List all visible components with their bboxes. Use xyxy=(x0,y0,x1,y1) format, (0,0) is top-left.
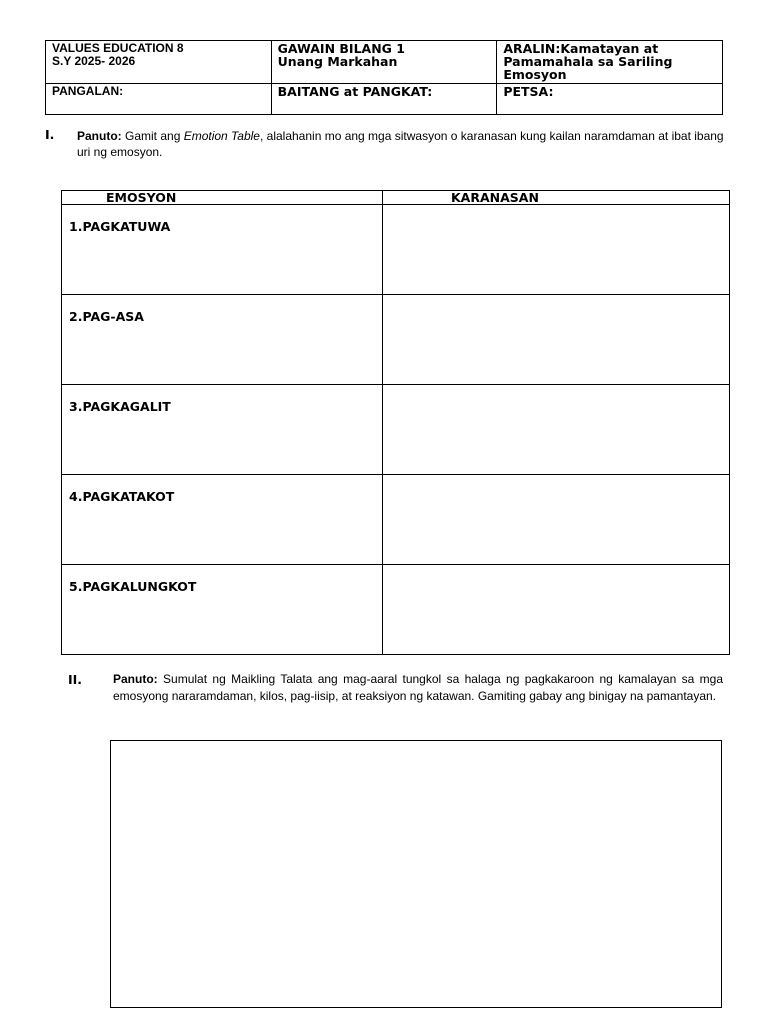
section-1-emphasis: Emotion Table xyxy=(183,129,260,143)
lesson-line-2: Pamamahala sa Sariling xyxy=(503,54,673,69)
grade-section-label: BAITANG at PANGKAT: xyxy=(277,84,433,99)
lesson-line-3: Emosyon xyxy=(503,67,567,82)
school-year: S.Y 2025- 2026 xyxy=(52,54,136,68)
section-2-number: II. xyxy=(68,672,83,687)
emotion-cell xyxy=(62,205,383,295)
name-field[interactable] xyxy=(46,84,272,115)
section-1-text-b: , alalahanin mo ang mga sitwasyon o karanasan kung kailan naramdaman at ibat ibang uri ng emosyon. xyxy=(77,129,724,159)
table-row xyxy=(62,205,730,295)
emotion-label: 5.PAGKALUNGKOT xyxy=(69,579,197,594)
emotion-cell xyxy=(62,295,383,385)
experience-answer-cell[interactable] xyxy=(383,205,730,295)
lesson-cell xyxy=(497,41,723,84)
emotion-label: 4.PAGKATAKOT xyxy=(69,489,175,504)
table-row xyxy=(62,565,730,655)
emotion-cell xyxy=(62,565,383,655)
date-field[interactable] xyxy=(497,84,723,115)
table-row xyxy=(62,295,730,385)
experience-answer-cell[interactable] xyxy=(383,295,730,385)
name-label: PANGALAN: xyxy=(52,84,124,98)
paragraph-answer-box[interactable] xyxy=(110,740,722,1008)
section-2-text xyxy=(113,671,723,705)
emotion-table xyxy=(61,190,730,655)
table-row xyxy=(62,385,730,475)
experience-column-header: KARANASAN xyxy=(383,191,730,205)
date-label: PETSA: xyxy=(503,84,554,99)
quarter-label: Unang Markahan xyxy=(277,54,398,69)
activity-cell xyxy=(271,41,497,84)
experience-answer-cell[interactable] xyxy=(383,475,730,565)
section-2-lead: Panuto: xyxy=(113,672,158,686)
emotion-cell xyxy=(62,475,383,565)
section-1-number: I. xyxy=(45,127,55,142)
emotion-label: 1.PAGKATUWA xyxy=(69,219,171,234)
table-row xyxy=(62,475,730,565)
section-1-text-a: Gamit ang xyxy=(121,129,184,143)
emotion-column-header: EMOSYON xyxy=(62,191,383,205)
section-1-text xyxy=(77,128,727,160)
subject-cell xyxy=(46,41,272,84)
header-info-table xyxy=(45,40,723,115)
grade-section-field[interactable] xyxy=(271,84,497,115)
emotion-cell xyxy=(62,385,383,475)
activity-number: GAWAIN BILANG 1 xyxy=(277,41,405,56)
emotion-label: 2.PAG-ASA xyxy=(69,309,144,324)
section-2-body: Sumulat ng Maikling Talata ang mag-aaral tungkol sa halaga ng pagkakaroon ng kamalayan sa mga emosyong nararamdaman, kilos, pag-iisip, at reaksiyon ng katawan. Gamiting gabay ang binigay na pamantayan. xyxy=(113,672,723,703)
experience-answer-cell[interactable] xyxy=(383,385,730,475)
experience-answer-cell[interactable] xyxy=(383,565,730,655)
subject-title: VALUES EDUCATION 8 xyxy=(52,41,184,55)
section-1-lead: Panuto: xyxy=(77,129,122,143)
emotion-label: 3.PAGKAGALIT xyxy=(69,399,171,414)
lesson-line-1: ARALIN:Kamatayan at xyxy=(503,41,659,56)
